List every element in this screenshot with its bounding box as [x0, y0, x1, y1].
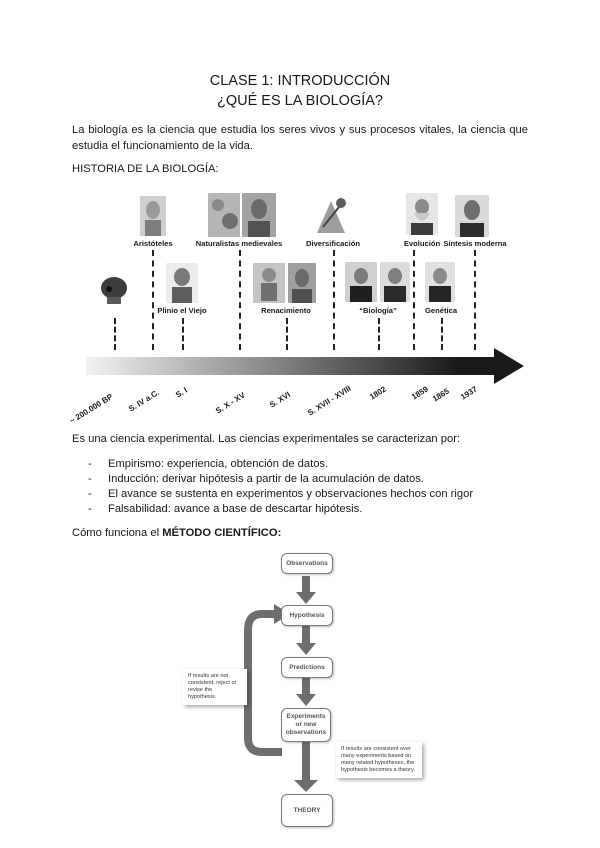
date-1802: 1802: [368, 384, 388, 402]
list-item: - Empirismo: experiencia, obtención de datos.: [88, 457, 473, 472]
label-renaissance: Renacimiento: [261, 306, 311, 315]
method-heading: [72, 527, 281, 539]
list-item: - Inducción: derivar hipótesis a partir de la acumulación de datos.: [88, 472, 473, 487]
characteristics-list: [88, 457, 473, 517]
connector-modern-synthesis: [474, 250, 476, 350]
label-biologia: “Biología”: [359, 306, 397, 315]
label-medieval-naturalists: Naturalistas medievales: [195, 239, 283, 248]
aristotle-portrait: [140, 196, 166, 236]
label-genetics: Genética: [424, 306, 458, 315]
connector-medieval: [239, 250, 241, 350]
date-s-x-xv: S. X - XV: [214, 390, 247, 416]
mendel-portrait: [425, 262, 455, 302]
modern-synthesis-portrait: [455, 195, 489, 237]
experiments-box: Experiments or new observations: [281, 708, 331, 742]
date-s-xvi: S. XVI: [268, 389, 293, 410]
connector-evolution: [413, 250, 415, 350]
medieval-naturalist-image-2: [242, 193, 276, 237]
method-heading-prefix: Cómo funciona el: [72, 527, 163, 539]
date-s-iv-ac: S. IV a.C.: [127, 387, 161, 414]
list-item: - Falsabilidad: avance a base de descartar hipótesis.: [88, 502, 473, 517]
pliny-portrait: [166, 263, 198, 303]
renaissance-image-2: [288, 263, 316, 303]
date-s-i: S. I: [174, 385, 189, 400]
intro-paragraph: La biología es la ciencia que estudia los seres vivos y sus procesos vitales, la ciencia que estudia el funcionamiento de la vida.: [72, 124, 528, 152]
label-evolution: Evolución: [403, 239, 441, 248]
connector-aristotle: [152, 250, 154, 350]
timeline-arrow: [86, 346, 526, 388]
predictions-box: Predictions: [281, 657, 333, 678]
observations-box: Observations: [281, 553, 333, 574]
renaissance-image-1: [253, 263, 285, 303]
date-prehistory: ~ 200.000 BP: [68, 391, 115, 426]
date-1865: 1865: [431, 386, 451, 404]
date-1859: 1859: [410, 384, 430, 402]
darwin-portrait: [406, 193, 438, 235]
medieval-naturalist-image-1: [208, 193, 240, 237]
label-modern-synthesis: Síntesis moderna: [443, 239, 507, 248]
page-subtitle: ¿QUÉ ES LA BIOLOGÍA?: [216, 93, 383, 109]
date-s-xvii-xviii: S. XVII - XVIII: [306, 383, 353, 418]
prehistoric-skull-image: [97, 272, 131, 308]
scientific-method-flowchart: [0, 540, 600, 840]
diversification-illustration: [311, 193, 353, 237]
experimental-intro: Es una ciencia experimental. Las ciencias experimentales se caracterizan por:: [72, 433, 461, 445]
reject-hypothesis-note: If results are not consistent, reject or revise the hypothesis.: [183, 669, 247, 705]
biologia-portrait-2: [380, 262, 410, 302]
list-item: - El avance se sustenta en experimentos y observaciones hechos con rigor: [88, 487, 473, 502]
page-title: CLASE 1: INTRODUCCIÓN: [209, 73, 391, 89]
method-heading-bold: MÉTODO CIENTÍFICO:: [162, 527, 282, 539]
label-aristotle: Aristóteles: [133, 239, 173, 248]
hypothesis-box: Hypothesis: [281, 605, 333, 626]
connector-diversification: [333, 250, 335, 350]
label-diversification: Diversificación: [305, 239, 361, 248]
theory-box: THEORY: [281, 794, 333, 827]
biologia-portrait-1: [345, 262, 377, 302]
label-pliny: Plinio el Viejo: [157, 306, 207, 315]
theory-condition-note: If results are consistent over many experiments based on many related hypotheses, the hypothesis becomes a theory.: [336, 742, 422, 778]
date-1937: 1937: [459, 384, 479, 402]
history-heading: HISTORIA DE LA BIOLOGÍA:: [72, 163, 219, 175]
